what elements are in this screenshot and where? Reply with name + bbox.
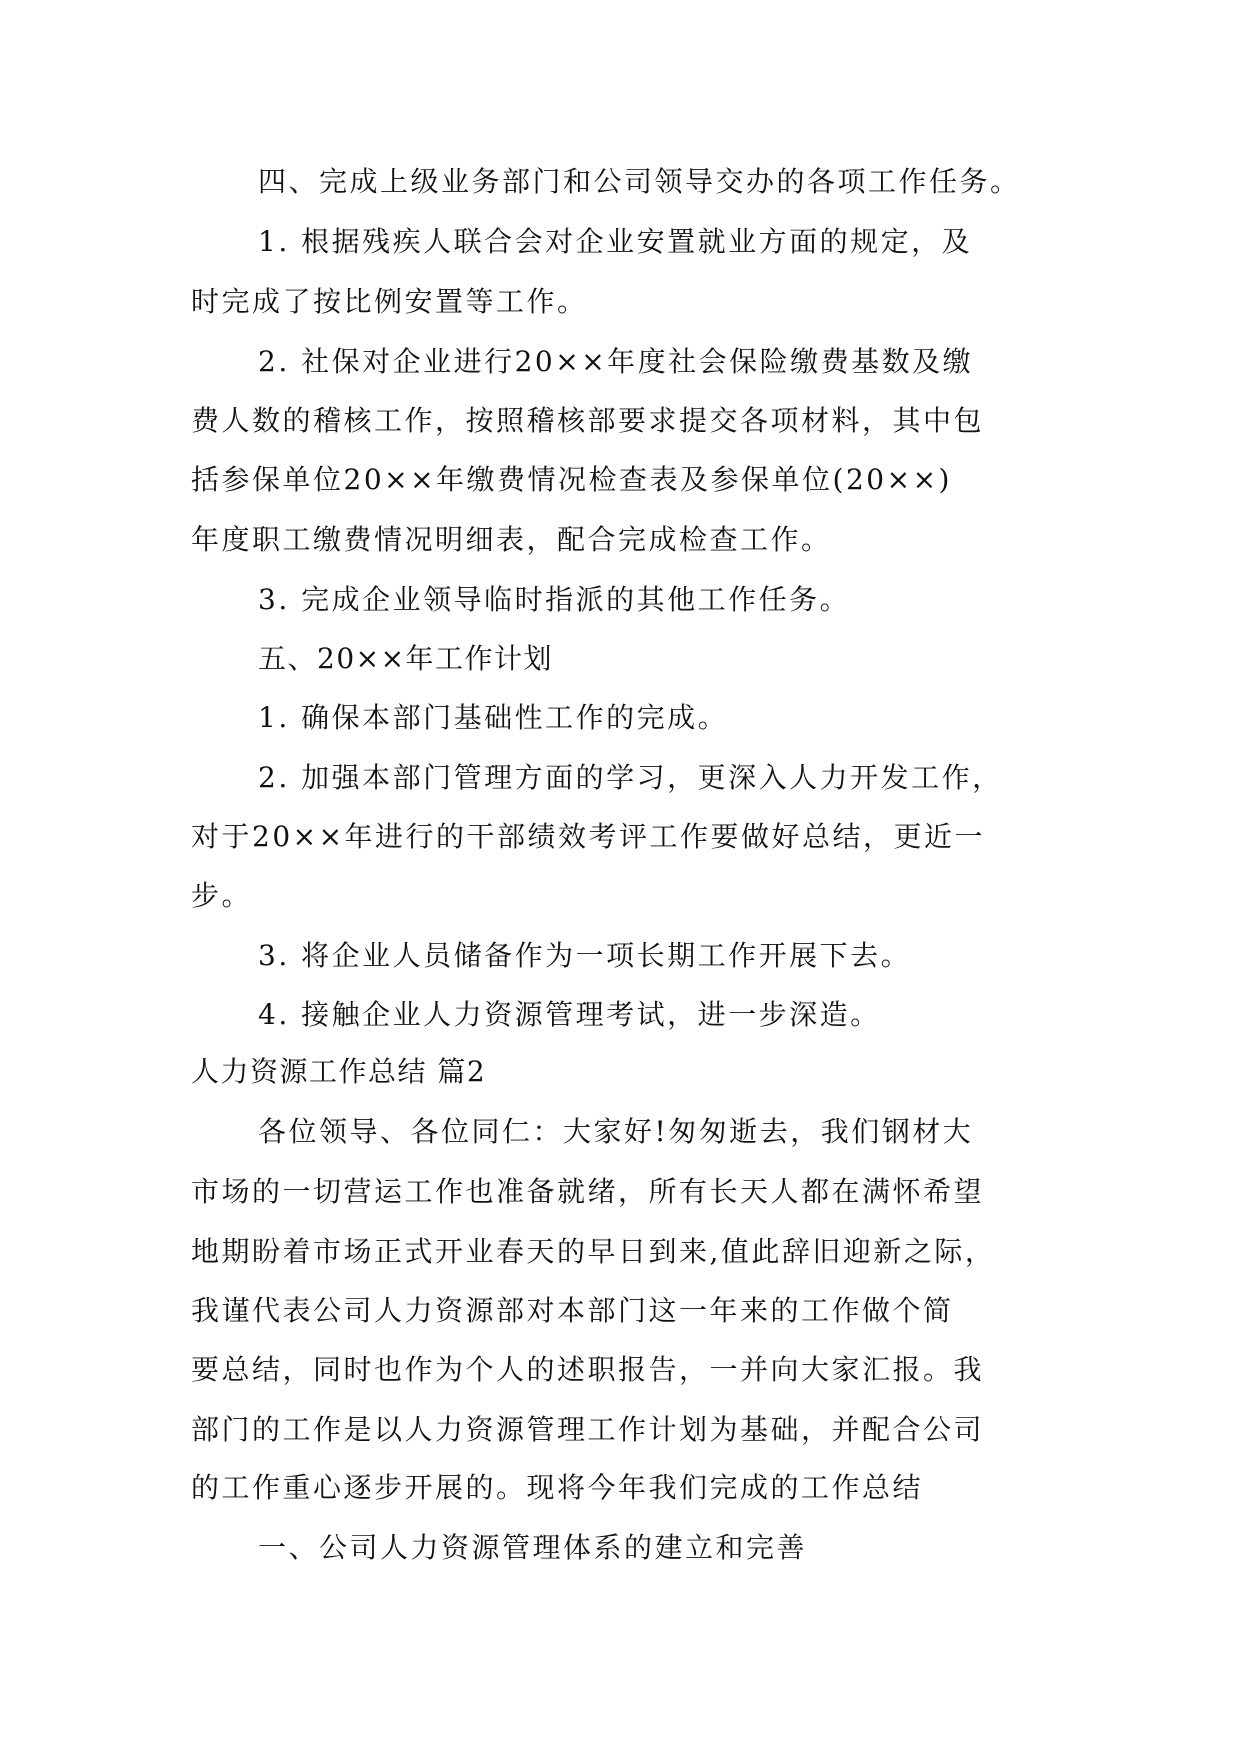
section-five-item-2-line-3: 步。 xyxy=(191,879,253,912)
section-five-item-1: 1. 确保本部门基础性工作的完成。 xyxy=(258,701,729,734)
section-five-item-2-line-1: 2. 加强本部门管理方面的学习，更深入人力开发工作， xyxy=(258,761,1003,794)
article-two-intro-line-1: 各位领导、各位同仁：大家好!匆匆逝去，我们钢材大 xyxy=(258,1115,974,1148)
section-four-item-2-line-1: 2. 社保对企业进行20××年度社会保险缴费基数及缴 xyxy=(258,345,974,378)
section-five-heading: 五、20××年工作计划 xyxy=(258,642,554,675)
section-five-item-2-line-2: 对于20××年进行的干部绩效考评工作要做好总结，更近一 xyxy=(191,820,986,853)
section-five-item-3: 3. 将企业人员储备作为一项长期工作开展下去。 xyxy=(258,939,912,972)
article-two-intro-line-2: 市场的一切营运工作也准备就绪，所有长天人都在满怀希望 xyxy=(191,1175,985,1208)
section-four-item-1-line-2: 时完成了按比例安置等工作。 xyxy=(191,285,588,318)
section-four-item-2-line-4: 年度职工缴费情况明细表，配合完成检查工作。 xyxy=(191,523,832,556)
section-four-item-2-line-3: 括参保单位20××年缴费情况检查表及参保单位(20××) xyxy=(191,463,952,496)
section-four-heading: 四、完成上级业务部门和公司领导交办的各项工作任务。 xyxy=(258,165,1021,198)
article-two-intro-line-5: 要总结，同时也作为个人的述职报告，一并向大家汇报。我 xyxy=(191,1353,985,1386)
article-two-title: 人力资源工作总结 篇2 xyxy=(191,1055,487,1088)
section-four-item-2-line-2: 费人数的稽核工作，按照稽核部要求提交各项材料，其中包 xyxy=(191,404,985,437)
article-two-section-one-heading: 一、公司人力资源管理体系的建立和完善 xyxy=(258,1531,808,1564)
section-five-item-4: 4. 接触企业人力资源管理考试，进一步深造。 xyxy=(258,998,881,1031)
article-two-intro-line-3: 地期盼着市场正式开业春天的早日到来,值此辞旧迎新之际， xyxy=(191,1235,996,1268)
article-two-intro-line-6: 部门的工作是以人力资源管理工作计划为基础，并配合公司 xyxy=(191,1413,985,1446)
section-four-item-3: 3. 完成企业领导临时指派的其他工作任务。 xyxy=(258,583,851,616)
section-four-item-1-line-1: 1. 根据残疾人联合会对企业安置就业方面的规定，及 xyxy=(258,225,973,258)
article-two-intro-line-4: 我谨代表公司人力资源部对本部门这一年来的工作做个简 xyxy=(191,1294,954,1327)
article-two-intro-line-7: 的工作重心逐步开展的。现将今年我们完成的工作总结 xyxy=(191,1471,924,1504)
